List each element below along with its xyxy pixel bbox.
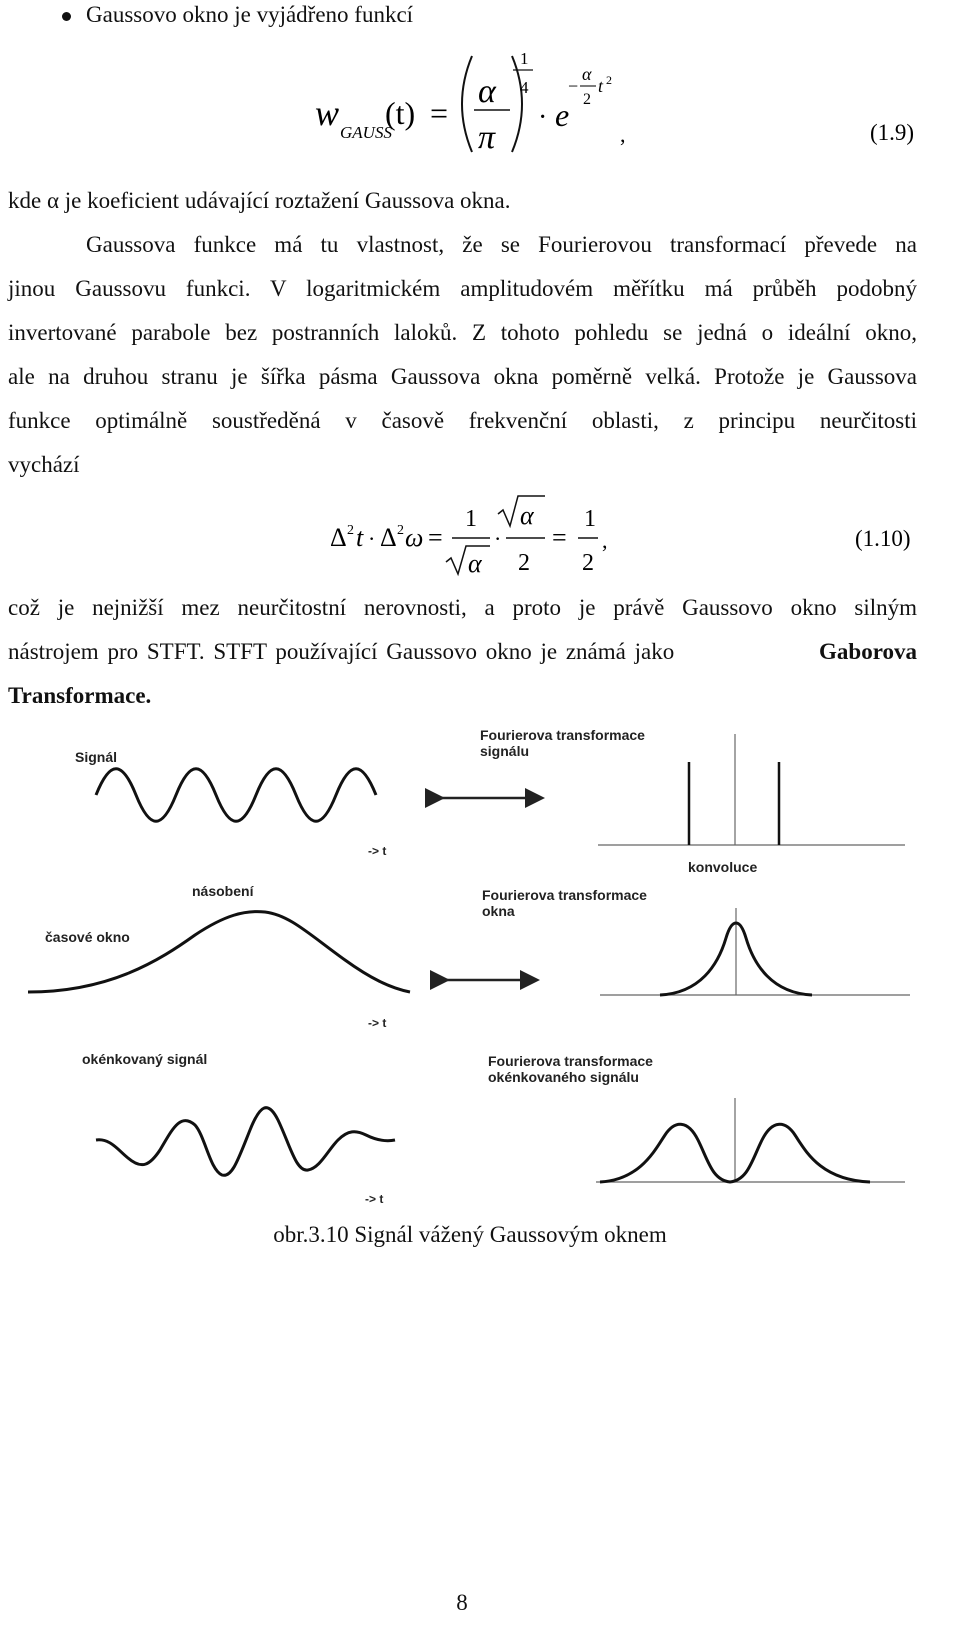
eq2-sq-2: 2 [397, 523, 404, 538]
eq1-e-alpha: α [582, 64, 592, 84]
paragraph-1-line-4: ale na druhou stranu je šířka pásma Gaussova okna poměrně velká. Protože je Gaussova [8, 364, 917, 389]
eq2-t: t [356, 523, 364, 552]
label-axis-t3: -> t [365, 1192, 384, 1206]
label-multiplication: násobení [192, 883, 254, 899]
eq2-omega: ω [405, 523, 424, 552]
figure-caption: obr.3.10 Signál vážený Gaussovým oknem [273, 1222, 667, 1247]
label-windowed-signal: okénkovaný signál [82, 1051, 208, 1067]
eq1-pi: π [478, 119, 496, 156]
eq2-delta-1: Δ [330, 523, 347, 552]
eq1-equals: = [430, 95, 449, 131]
label-ft-signal-2: signálu [480, 743, 530, 759]
alpha-definition: kde α je koeficient udávající roztažení Gaussova okna. [8, 188, 511, 213]
eq2-number: (1.10) [855, 526, 911, 551]
eq1-alpha: α [478, 73, 496, 110]
label-ft-windowed-1: Fourierova transformace [488, 1053, 653, 1069]
eq1-number: (1.9) [870, 120, 915, 145]
paragraph-2-line-1: což je nejnižší mez neurčitostní nerovnosti, a proto je právě Gaussovo okno silným [8, 595, 917, 620]
label-convolution: konvoluce [688, 859, 758, 875]
eq1-sub: GAUSS [340, 123, 392, 142]
eq2-frac2-den: 2 [518, 550, 530, 576]
eq2-dot-2: · [494, 526, 502, 551]
bullet-dot [62, 12, 71, 21]
eq1-dot: · [538, 102, 548, 133]
eq2-comma: , [602, 528, 608, 553]
paragraph-1-line-5: funkce optimálně soustředěná v časově frekvenční oblasti, z principu neurčitosti [8, 408, 917, 433]
eq2-dot-1: · [368, 526, 376, 551]
eq2-sq-1: 2 [347, 523, 354, 538]
paragraph-2-line-2: nástrojem pro STFT. STFT používající Gaussovo okno je známá jako [8, 639, 675, 664]
label-axis-t2: -> t [368, 1016, 387, 1030]
figure [0, 720, 960, 1220]
equation-1-10 [0, 490, 960, 580]
eq1-e-two: 2 [583, 91, 591, 108]
eq2-frac1-num: 1 [465, 506, 477, 532]
paragraph-2-bold-gaborova: Gaborova [819, 639, 917, 664]
paragraph-1-line-1: Gaussova funkce má tu vlastnost, že se Fourierovou transformací převede na [86, 232, 917, 257]
equation-1-9 [0, 40, 960, 170]
time-window-curve [28, 912, 410, 992]
paragraph-2-line-3 [8, 683, 151, 709]
eq1-e: e [555, 97, 570, 133]
paragraph-1-line-6: vychází [8, 452, 80, 477]
figure-svg [0, 720, 960, 1220]
label-ft-window-1: Fourierova transformace [482, 887, 647, 903]
eq1-exp-den: 4 [520, 78, 529, 97]
signal-wave [96, 769, 376, 822]
label-ft-windowed-2: okénkovaného signálu [488, 1069, 639, 1085]
eq2-frac1-den: α [468, 549, 482, 578]
eq1-exp-num: 1 [520, 49, 529, 68]
eq1-e-t2: 2 [606, 73, 612, 87]
eq2-frac2-num: α [520, 501, 534, 530]
label-axis-t1: -> t [368, 844, 387, 858]
label-ft-window-2: okna [482, 903, 515, 919]
page-number: 8 [456, 1590, 468, 1615]
eq2-frac3-num: 1 [584, 506, 596, 532]
paragraph-2-line-2-wrap [8, 639, 917, 665]
label-time-window: časové okno [45, 929, 130, 945]
paragraph-2-bold-transformace: Transformace. [8, 683, 152, 708]
eq1-comma: , [620, 122, 626, 147]
eq1-arg: (t) [385, 95, 416, 131]
eq1-w: w [315, 93, 340, 133]
paragraph-1-line-3: invertované parabole bez postranních laloků. Z tohoto pohledu se jedná o ideální okno, [8, 320, 917, 345]
eq1-e-t: t [598, 76, 604, 96]
eq1-e-minus: − [568, 76, 579, 96]
label-ft-signal-1: Fourierova transformace [480, 727, 645, 743]
windowed-signal-wave [96, 1108, 395, 1176]
eq2-eq-2: = [552, 523, 567, 552]
eq2-eq-1: = [428, 523, 443, 552]
eq2-delta-2: Δ [380, 523, 397, 552]
eq2-frac3-den: 2 [582, 550, 594, 576]
bullet-text: Gaussovo okno je vyjádřeno funkcí [86, 2, 414, 27]
label-signal: Signál [75, 749, 118, 765]
paragraph-1-line-2: jinou Gaussovu funkci. V logaritmickém amplitudovém měřítku má průběh podobný [8, 276, 917, 301]
